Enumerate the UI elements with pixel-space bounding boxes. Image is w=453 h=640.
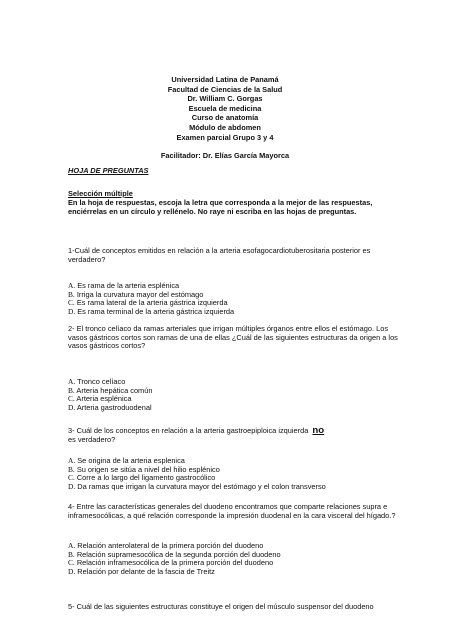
option-text: Se origina de la arteria esplenica bbox=[75, 456, 185, 465]
question-3-text-end: es verdadero? bbox=[68, 434, 116, 444]
sheet-title: HOJA DE PREGUNTAS bbox=[68, 166, 149, 175]
header-faculty: Facultad de Ciencias de la Salud bbox=[167, 84, 283, 94]
header-course: Curso de anatomía bbox=[191, 113, 259, 123]
option-text: Corre a lo largo del ligamento gastrocólico bbox=[74, 473, 216, 483]
option-text: Tronco celíaco bbox=[75, 377, 126, 386]
option-letter: A. bbox=[68, 281, 76, 290]
option-text: Relación por delante de la fascia de Treitz bbox=[75, 566, 215, 576]
option-text: Es rama de la arteria esplénica bbox=[75, 281, 180, 290]
header-exam: Examen parcial Grupo 3 y 4 bbox=[176, 132, 274, 142]
option-letter: A. bbox=[68, 377, 76, 386]
option-text: Irriga la curvatura mayor del estómago bbox=[74, 289, 204, 299]
option-text: Arteria gastroduodenal bbox=[75, 402, 152, 412]
option-text: Relación supramesocólica de la segunda porción del duodeno bbox=[74, 549, 281, 559]
question-2: 2- El tronco celíaco da ramas arteriales que irrigan múltiples órganos entre ellos el estómago. Los vasos gástricos cortos son ramas de una de ellas ¿Cuál de las siguientes estructuras da origen a los vasos gástricos cortos? bbox=[68, 324, 398, 351]
header-doctor: Dr. William C. Gorgas bbox=[187, 94, 263, 104]
question-3-emphasis: no bbox=[312, 425, 325, 436]
header-university: Universidad Latina de Panamá bbox=[171, 75, 279, 84]
option-text: Arteria hepática común bbox=[74, 385, 153, 395]
option-text: Relación inframesocólica de la primera porción del duodeno bbox=[74, 558, 274, 568]
option-letter: C. bbox=[68, 394, 75, 404]
question-5: 5- Cuál de las siguientes estructuras constituye el origen del músculo suspensor del duodeno bbox=[68, 602, 374, 611]
option-letter: B. bbox=[68, 385, 75, 395]
option-text: Da ramas que irrigan la curvatura mayor del estómago y el colon transverso bbox=[75, 481, 326, 491]
option-letter: C. bbox=[68, 558, 75, 568]
question-3-options bbox=[68, 457, 403, 491]
option-letter: A. bbox=[68, 541, 76, 550]
option-d bbox=[68, 483, 403, 492]
selection-instructions: En la hoja de respuestas, escoja la letra que corresponda a la mejor de las respuestas, enciérrelas en un círculo y rellénelo. No raye ni escriba en las hojas de preguntas. bbox=[68, 198, 373, 216]
header-module: Módulo de abdomen bbox=[189, 122, 261, 132]
option-letter: D. bbox=[68, 481, 76, 491]
option-letter: B. bbox=[68, 289, 75, 299]
option-letter: C. bbox=[68, 298, 75, 308]
exam-header bbox=[110, 75, 340, 161]
option-letter: D. bbox=[68, 566, 76, 576]
question-2-options bbox=[68, 378, 403, 412]
question-3 bbox=[68, 427, 403, 444]
question-1: 1-Cuál de conceptos emitidos en relación a la arteria esofagocardiotuberositaria posterior es verdadero? bbox=[68, 246, 371, 264]
option-text: Es rama terminal de la arteria gástrica izquierda bbox=[75, 306, 235, 316]
question-1-options bbox=[68, 282, 403, 316]
option-d bbox=[68, 404, 403, 413]
option-letter: B. bbox=[68, 549, 75, 559]
option-d bbox=[68, 568, 403, 577]
option-letter: A. bbox=[68, 456, 76, 465]
selection-title: Selección múltiple bbox=[68, 189, 133, 198]
option-text: Arteria esplénica bbox=[74, 394, 132, 404]
question-3-text: 3- Cuál de los conceptos en relación a la arteria gastroepiploica izquierda bbox=[68, 426, 311, 435]
header-school: Escuela de medicina bbox=[188, 103, 262, 113]
question-4: 4- Entre las características generales del duodeno encontramos que comparte relaciones supra e inframesocólicas, a qué relación corresponde la impresión duodenal en la cara visceral del hígado.? bbox=[68, 502, 396, 520]
question-4-options bbox=[68, 542, 403, 576]
option-text: Relación anterolateral de la primera porción del duodeno bbox=[75, 541, 264, 550]
option-d bbox=[68, 308, 403, 317]
option-letter: C. bbox=[68, 473, 75, 483]
option-text: Su origen se sitúa a nivel del hilio esplénico bbox=[74, 464, 220, 474]
header-facilitator: Facilitador: Dr. Elías García Mayorca bbox=[160, 151, 290, 161]
option-letter: B. bbox=[68, 464, 75, 474]
option-text: Es rama lateral de la arteria gástrica izquierda bbox=[74, 298, 228, 308]
option-letter: D. bbox=[68, 306, 76, 316]
option-letter: D. bbox=[68, 402, 76, 412]
